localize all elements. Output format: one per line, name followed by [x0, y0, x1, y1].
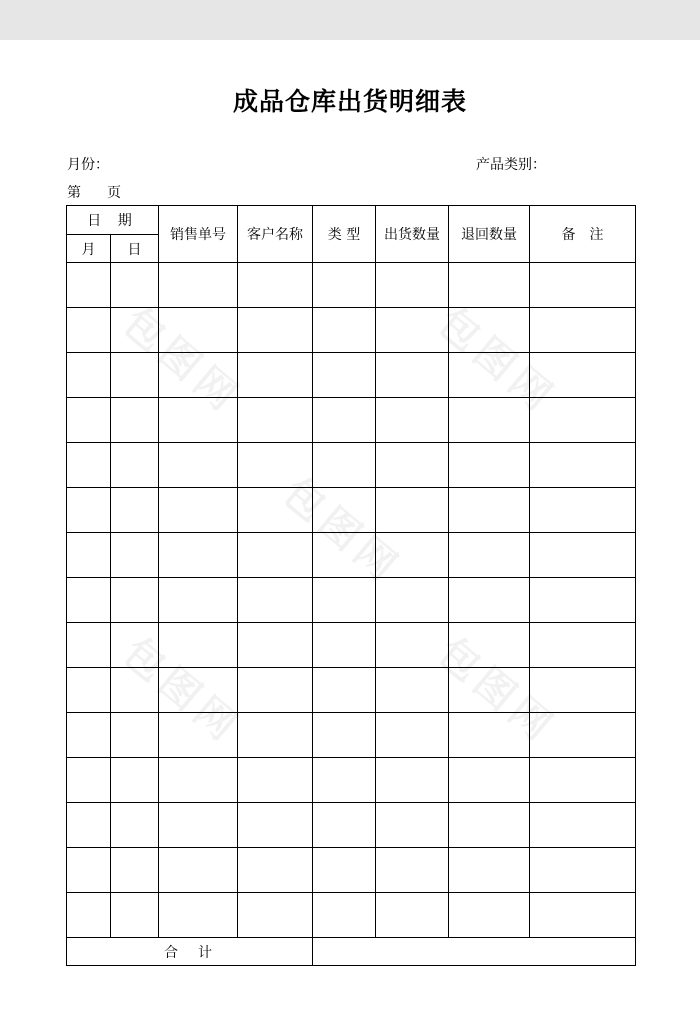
- table-cell[interactable]: [238, 758, 313, 803]
- table-row: [67, 848, 636, 893]
- table-cell[interactable]: [159, 398, 238, 443]
- product-category-label: 产品类别：: [476, 157, 546, 173]
- page-prefix: 第: [67, 185, 81, 201]
- table-cell[interactable]: [449, 713, 530, 758]
- table-cell[interactable]: [67, 263, 111, 308]
- page-number-label: [67, 182, 121, 202]
- table-cell[interactable]: [111, 623, 159, 668]
- table-cell[interactable]: [238, 803, 313, 848]
- table-cell[interactable]: [449, 488, 530, 533]
- table-cell[interactable]: [376, 443, 449, 488]
- table-cell[interactable]: [313, 893, 376, 938]
- table-cell[interactable]: [159, 533, 238, 578]
- table-cell[interactable]: [530, 398, 636, 443]
- table-cell[interactable]: [449, 308, 530, 353]
- table-cell[interactable]: [376, 668, 449, 713]
- day-header: 日: [111, 235, 159, 263]
- table-cell[interactable]: [111, 893, 159, 938]
- table-cell[interactable]: [376, 713, 449, 758]
- table-cell[interactable]: [313, 488, 376, 533]
- table-row: [67, 578, 636, 623]
- table-cell[interactable]: [376, 758, 449, 803]
- table-cell[interactable]: [313, 848, 376, 893]
- table-cell[interactable]: [313, 443, 376, 488]
- table-cell[interactable]: [376, 893, 449, 938]
- page-title: 成品仓库出货明细表: [232, 87, 467, 116]
- table-cell[interactable]: [159, 443, 238, 488]
- table-cell[interactable]: [111, 668, 159, 713]
- table-cell[interactable]: [67, 488, 111, 533]
- table-cell[interactable]: [530, 713, 636, 758]
- total-value-cell[interactable]: [313, 938, 636, 966]
- table-cell[interactable]: [530, 848, 636, 893]
- table-cell[interactable]: [313, 758, 376, 803]
- col-type: 类 型: [313, 206, 376, 263]
- table-row: [67, 353, 636, 398]
- table-cell[interactable]: [313, 398, 376, 443]
- table-cell[interactable]: [67, 893, 111, 938]
- table-cell[interactable]: [238, 713, 313, 758]
- table-cell[interactable]: [449, 398, 530, 443]
- table-cell[interactable]: [313, 623, 376, 668]
- table-row: [67, 533, 636, 578]
- table-cell[interactable]: [238, 308, 313, 353]
- table-row: [67, 623, 636, 668]
- table-cell[interactable]: [159, 308, 238, 353]
- table-cell[interactable]: [111, 398, 159, 443]
- table-cell[interactable]: [376, 398, 449, 443]
- table-cell[interactable]: [159, 803, 238, 848]
- table-cell[interactable]: [67, 623, 111, 668]
- table-cell[interactable]: [449, 263, 530, 308]
- table-cell[interactable]: [449, 353, 530, 398]
- table-cell[interactable]: [313, 578, 376, 623]
- table-cell[interactable]: [530, 893, 636, 938]
- table-row: [67, 803, 636, 848]
- table-cell[interactable]: [111, 533, 159, 578]
- table-cell[interactable]: [313, 353, 376, 398]
- total-label-a: 合: [164, 944, 178, 961]
- header-row-1: [67, 206, 636, 235]
- table-cell[interactable]: [159, 578, 238, 623]
- watermark: 包图网: [114, 299, 250, 424]
- table-cell[interactable]: [530, 803, 636, 848]
- month-header: 月: [67, 235, 111, 263]
- table-cell[interactable]: [449, 443, 530, 488]
- table-cell[interactable]: [238, 353, 313, 398]
- shipment-detail-table: [66, 205, 636, 966]
- table-cell[interactable]: [238, 533, 313, 578]
- table-cell[interactable]: [111, 308, 159, 353]
- table-cell[interactable]: [67, 668, 111, 713]
- table-cell[interactable]: [376, 533, 449, 578]
- table-cell[interactable]: [530, 533, 636, 578]
- table-cell[interactable]: [530, 263, 636, 308]
- table-cell[interactable]: [376, 353, 449, 398]
- table-cell[interactable]: [449, 848, 530, 893]
- table-cell[interactable]: [313, 803, 376, 848]
- table-cell[interactable]: [111, 353, 159, 398]
- table-cell[interactable]: [376, 308, 449, 353]
- top-gray-bar: [0, 0, 700, 40]
- table-cell[interactable]: [159, 893, 238, 938]
- table-cell[interactable]: [159, 623, 238, 668]
- table-cell[interactable]: [67, 578, 111, 623]
- table-cell[interactable]: [530, 623, 636, 668]
- table-cell[interactable]: [67, 803, 111, 848]
- table-cell[interactable]: [530, 668, 636, 713]
- table-cell[interactable]: [67, 443, 111, 488]
- table-row: [67, 488, 636, 533]
- table-row: [67, 308, 636, 353]
- page-suffix: 页: [107, 185, 121, 201]
- table-cell[interactable]: [67, 308, 111, 353]
- table-cell[interactable]: [111, 713, 159, 758]
- table-cell[interactable]: [111, 848, 159, 893]
- table-cell[interactable]: [159, 848, 238, 893]
- table-row: [67, 713, 636, 758]
- watermark: 包图网: [274, 469, 410, 594]
- table-cell[interactable]: [313, 713, 376, 758]
- watermark: 包图网: [114, 629, 250, 754]
- table-cell[interactable]: [238, 263, 313, 308]
- table-row: [67, 398, 636, 443]
- table-cell[interactable]: [313, 668, 376, 713]
- table-cell[interactable]: [111, 578, 159, 623]
- table-row: [67, 263, 636, 308]
- table-row: [67, 893, 636, 938]
- table-cell[interactable]: [111, 803, 159, 848]
- table-cell[interactable]: [159, 488, 238, 533]
- col-sales-order-no: 销售单号: [159, 206, 238, 263]
- table-row: [67, 443, 636, 488]
- table-cell[interactable]: [67, 713, 111, 758]
- table-cell[interactable]: [376, 578, 449, 623]
- table-cell[interactable]: [376, 263, 449, 308]
- table-cell[interactable]: [159, 758, 238, 803]
- table-cell[interactable]: [530, 578, 636, 623]
- watermark: 包图网: [429, 299, 565, 424]
- table-cell[interactable]: [449, 758, 530, 803]
- table-cell[interactable]: [159, 263, 238, 308]
- table-cell[interactable]: [238, 398, 313, 443]
- watermark: 包图网: [429, 629, 565, 754]
- table-cell[interactable]: [238, 623, 313, 668]
- table-cell[interactable]: [159, 353, 238, 398]
- table-cell[interactable]: [313, 308, 376, 353]
- table-cell[interactable]: [238, 578, 313, 623]
- table-cell[interactable]: [530, 308, 636, 353]
- total-label: [67, 938, 313, 966]
- table-cell[interactable]: [530, 353, 636, 398]
- table-cell[interactable]: [67, 848, 111, 893]
- table-cell[interactable]: [67, 398, 111, 443]
- table-cell[interactable]: [111, 443, 159, 488]
- table-cell[interactable]: [238, 848, 313, 893]
- table-cell[interactable]: [67, 533, 111, 578]
- table-cell[interactable]: [238, 488, 313, 533]
- table-cell[interactable]: [449, 578, 530, 623]
- table-row: [67, 668, 636, 713]
- col-remarks: 备 注: [530, 206, 636, 263]
- month-label: 月份：: [67, 157, 109, 173]
- table-cell[interactable]: [111, 488, 159, 533]
- table-cell[interactable]: [238, 668, 313, 713]
- table-cell[interactable]: [530, 758, 636, 803]
- table-cell[interactable]: [376, 848, 449, 893]
- total-row: [67, 938, 636, 966]
- table-cell[interactable]: [238, 443, 313, 488]
- table-cell[interactable]: [449, 668, 530, 713]
- col-returned-qty: 退回数量: [449, 206, 530, 263]
- table-cell[interactable]: [67, 353, 111, 398]
- date-header: 日 期: [67, 206, 159, 235]
- table-cell[interactable]: [530, 488, 636, 533]
- table-cell[interactable]: [111, 758, 159, 803]
- table-cell[interactable]: [376, 623, 449, 668]
- table-cell[interactable]: [449, 533, 530, 578]
- table-cell[interactable]: [111, 263, 159, 308]
- table-cell[interactable]: [376, 803, 449, 848]
- table-cell[interactable]: [449, 623, 530, 668]
- table-cell[interactable]: [238, 893, 313, 938]
- table-cell[interactable]: [376, 488, 449, 533]
- col-shipped-qty: 出货数量: [376, 206, 449, 263]
- table-cell[interactable]: [449, 803, 530, 848]
- total-label-b: 计: [198, 944, 212, 961]
- table-cell[interactable]: [67, 758, 111, 803]
- table-cell[interactable]: [159, 713, 238, 758]
- table-row: [67, 758, 636, 803]
- col-customer-name: 客户名称: [238, 206, 313, 263]
- table-cell[interactable]: [313, 263, 376, 308]
- table-cell[interactable]: [313, 533, 376, 578]
- table-cell[interactable]: [449, 893, 530, 938]
- table-cell[interactable]: [530, 443, 636, 488]
- table-cell[interactable]: [159, 668, 238, 713]
